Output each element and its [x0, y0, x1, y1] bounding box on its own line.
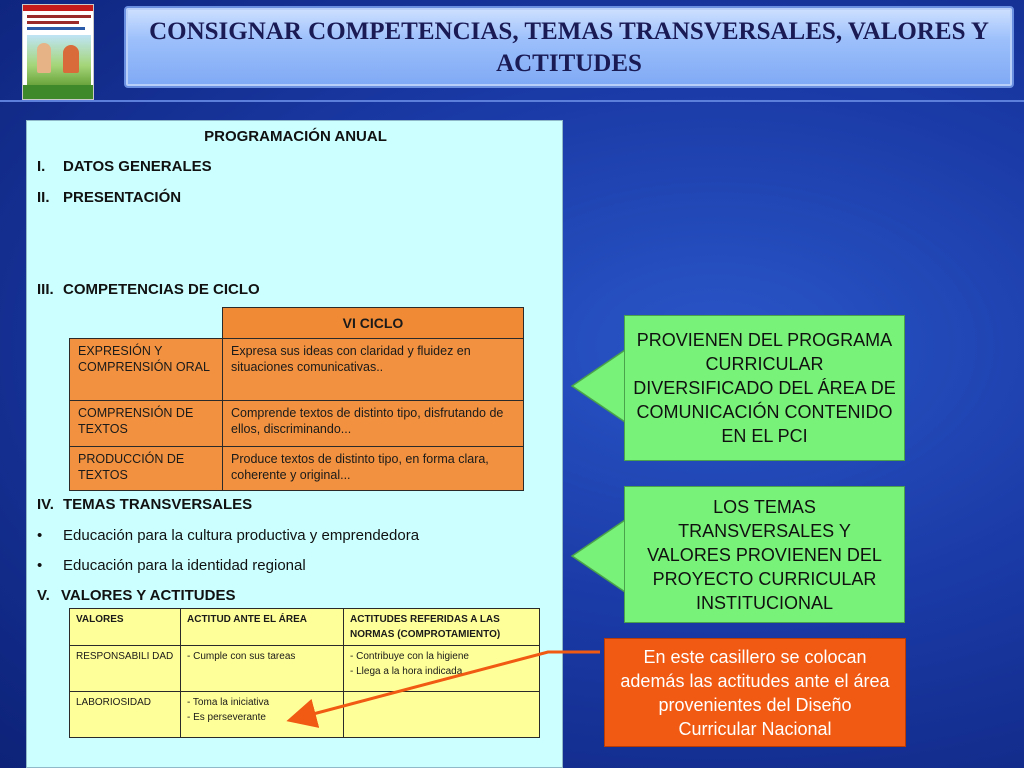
competencia-cell: EXPRESIÓN Y COMPRENSIÓN ORAL: [70, 339, 223, 401]
descripcion-cell: Expresa sus ideas con claridad y fluidez en situaciones comunicativas..: [223, 339, 524, 401]
column-header: VALORES: [70, 609, 181, 646]
actitud-item: - Contribuye con la higiene: [350, 651, 469, 662]
table-row: [70, 401, 524, 447]
bullet-icon: •: [37, 527, 43, 544]
logo-footer-band: [23, 85, 93, 99]
section-label: VALORES Y ACTITUDES: [61, 587, 236, 604]
actitud-area-cell: [181, 646, 344, 692]
actitud-normas-cell: [344, 692, 540, 738]
bullet-icon: •: [37, 557, 43, 574]
section-label: COMPETENCIAS DE CICLO: [63, 281, 260, 298]
table-row: [70, 447, 524, 491]
competencias-header-row: [70, 308, 524, 339]
actitud-item: - Toma la iniciativa: [187, 697, 270, 708]
valores-header-row: [70, 609, 540, 646]
arrow-left-icon: [570, 518, 630, 594]
callout-competencias: [624, 315, 905, 461]
empty-header-cell: [70, 308, 223, 339]
section-label: PRESENTACIÓN: [63, 189, 182, 206]
section-label: DATOS GENERALES: [63, 158, 212, 175]
tema-text: Educación para la cultura productiva y emprendedora: [63, 527, 420, 544]
actitud-item: - Llega a la hora indicada: [350, 666, 463, 677]
descripcion-cell: Produce textos de distinto tipo, en forma clara, coherente y original...: [223, 447, 524, 491]
section-number: II.: [37, 189, 50, 206]
logo-title-line: [27, 21, 79, 24]
title-banner: [124, 6, 1014, 88]
competencia-cell: COMPRENSIÓN DE TEXTOS: [70, 401, 223, 447]
dcn-logo: [22, 4, 94, 100]
programacion-anual-panel: [26, 120, 563, 768]
logo-flag-strip: [23, 5, 93, 11]
section-number: I.: [37, 158, 46, 175]
callout-actitudes: [604, 638, 906, 747]
descripcion-cell: Comprende textos de distinto tipo, disfrutando de ellos, discriminando...: [223, 401, 524, 447]
table-row: [70, 646, 540, 692]
column-header: ACTITUDES REFERIDAS A LAS NORMAS (COMPROTAMIENTO): [344, 609, 540, 646]
callout-temas: [624, 486, 905, 623]
slide-title: CONSIGNAR COMPETENCIAS, TEMAS TRANSVERSALES, VALORES Y ACTITUDES: [149, 18, 989, 77]
actitud-area-cell: [181, 692, 344, 738]
competencias-table: [69, 307, 524, 491]
logo-subtitle-line: [27, 27, 85, 30]
section-number: V.: [37, 587, 50, 604]
callout-text: PROVIENEN DEL PROGRAMA CURRICULAR DIVERSIFICADO DEL ÁREA DE COMUNICACIÓN CONTENIDO EN EL PCI: [633, 330, 896, 446]
logo-child-figure: [37, 43, 51, 73]
actitud-item: - Es perseverante: [187, 712, 266, 723]
valor-cell: RESPONSABILI DAD: [70, 646, 181, 692]
section-number: IV.: [37, 496, 54, 513]
callout-text: En este casillero se colocan además las actitudes ante el área provenientes del Diseño Curricular Nacional: [620, 646, 890, 739]
valores-table: [69, 608, 540, 738]
tema-text: Educación para la identidad regional: [63, 557, 306, 574]
arrow-left-icon: [570, 348, 630, 424]
valor-cell: LABORIOSIDAD: [70, 692, 181, 738]
table-row: [70, 339, 524, 401]
logo-title-line: [27, 15, 91, 18]
document-heading: PROGRAMACIÓN ANUAL: [204, 128, 387, 145]
logo-child-figure: [63, 45, 79, 73]
section-label: TEMAS TRANSVERSALES: [63, 496, 253, 513]
actitud-item: - Cumple con sus tareas: [187, 651, 296, 662]
callout-text: LOS TEMAS TRANSVERSALES Y VALORES PROVIENEN DEL PROYECTO CURRICULAR INSTITUCIONAL: [647, 496, 882, 613]
ciclo-header: VI CICLO: [223, 308, 524, 339]
section-number: III.: [37, 281, 54, 298]
header-divider: [0, 100, 1024, 102]
actitud-normas-cell: [344, 646, 540, 692]
column-header: ACTITUD ANTE EL ÁREA: [181, 609, 344, 646]
table-row: [70, 692, 540, 738]
competencia-cell: PRODUCCIÓN DE TEXTOS: [70, 447, 223, 491]
